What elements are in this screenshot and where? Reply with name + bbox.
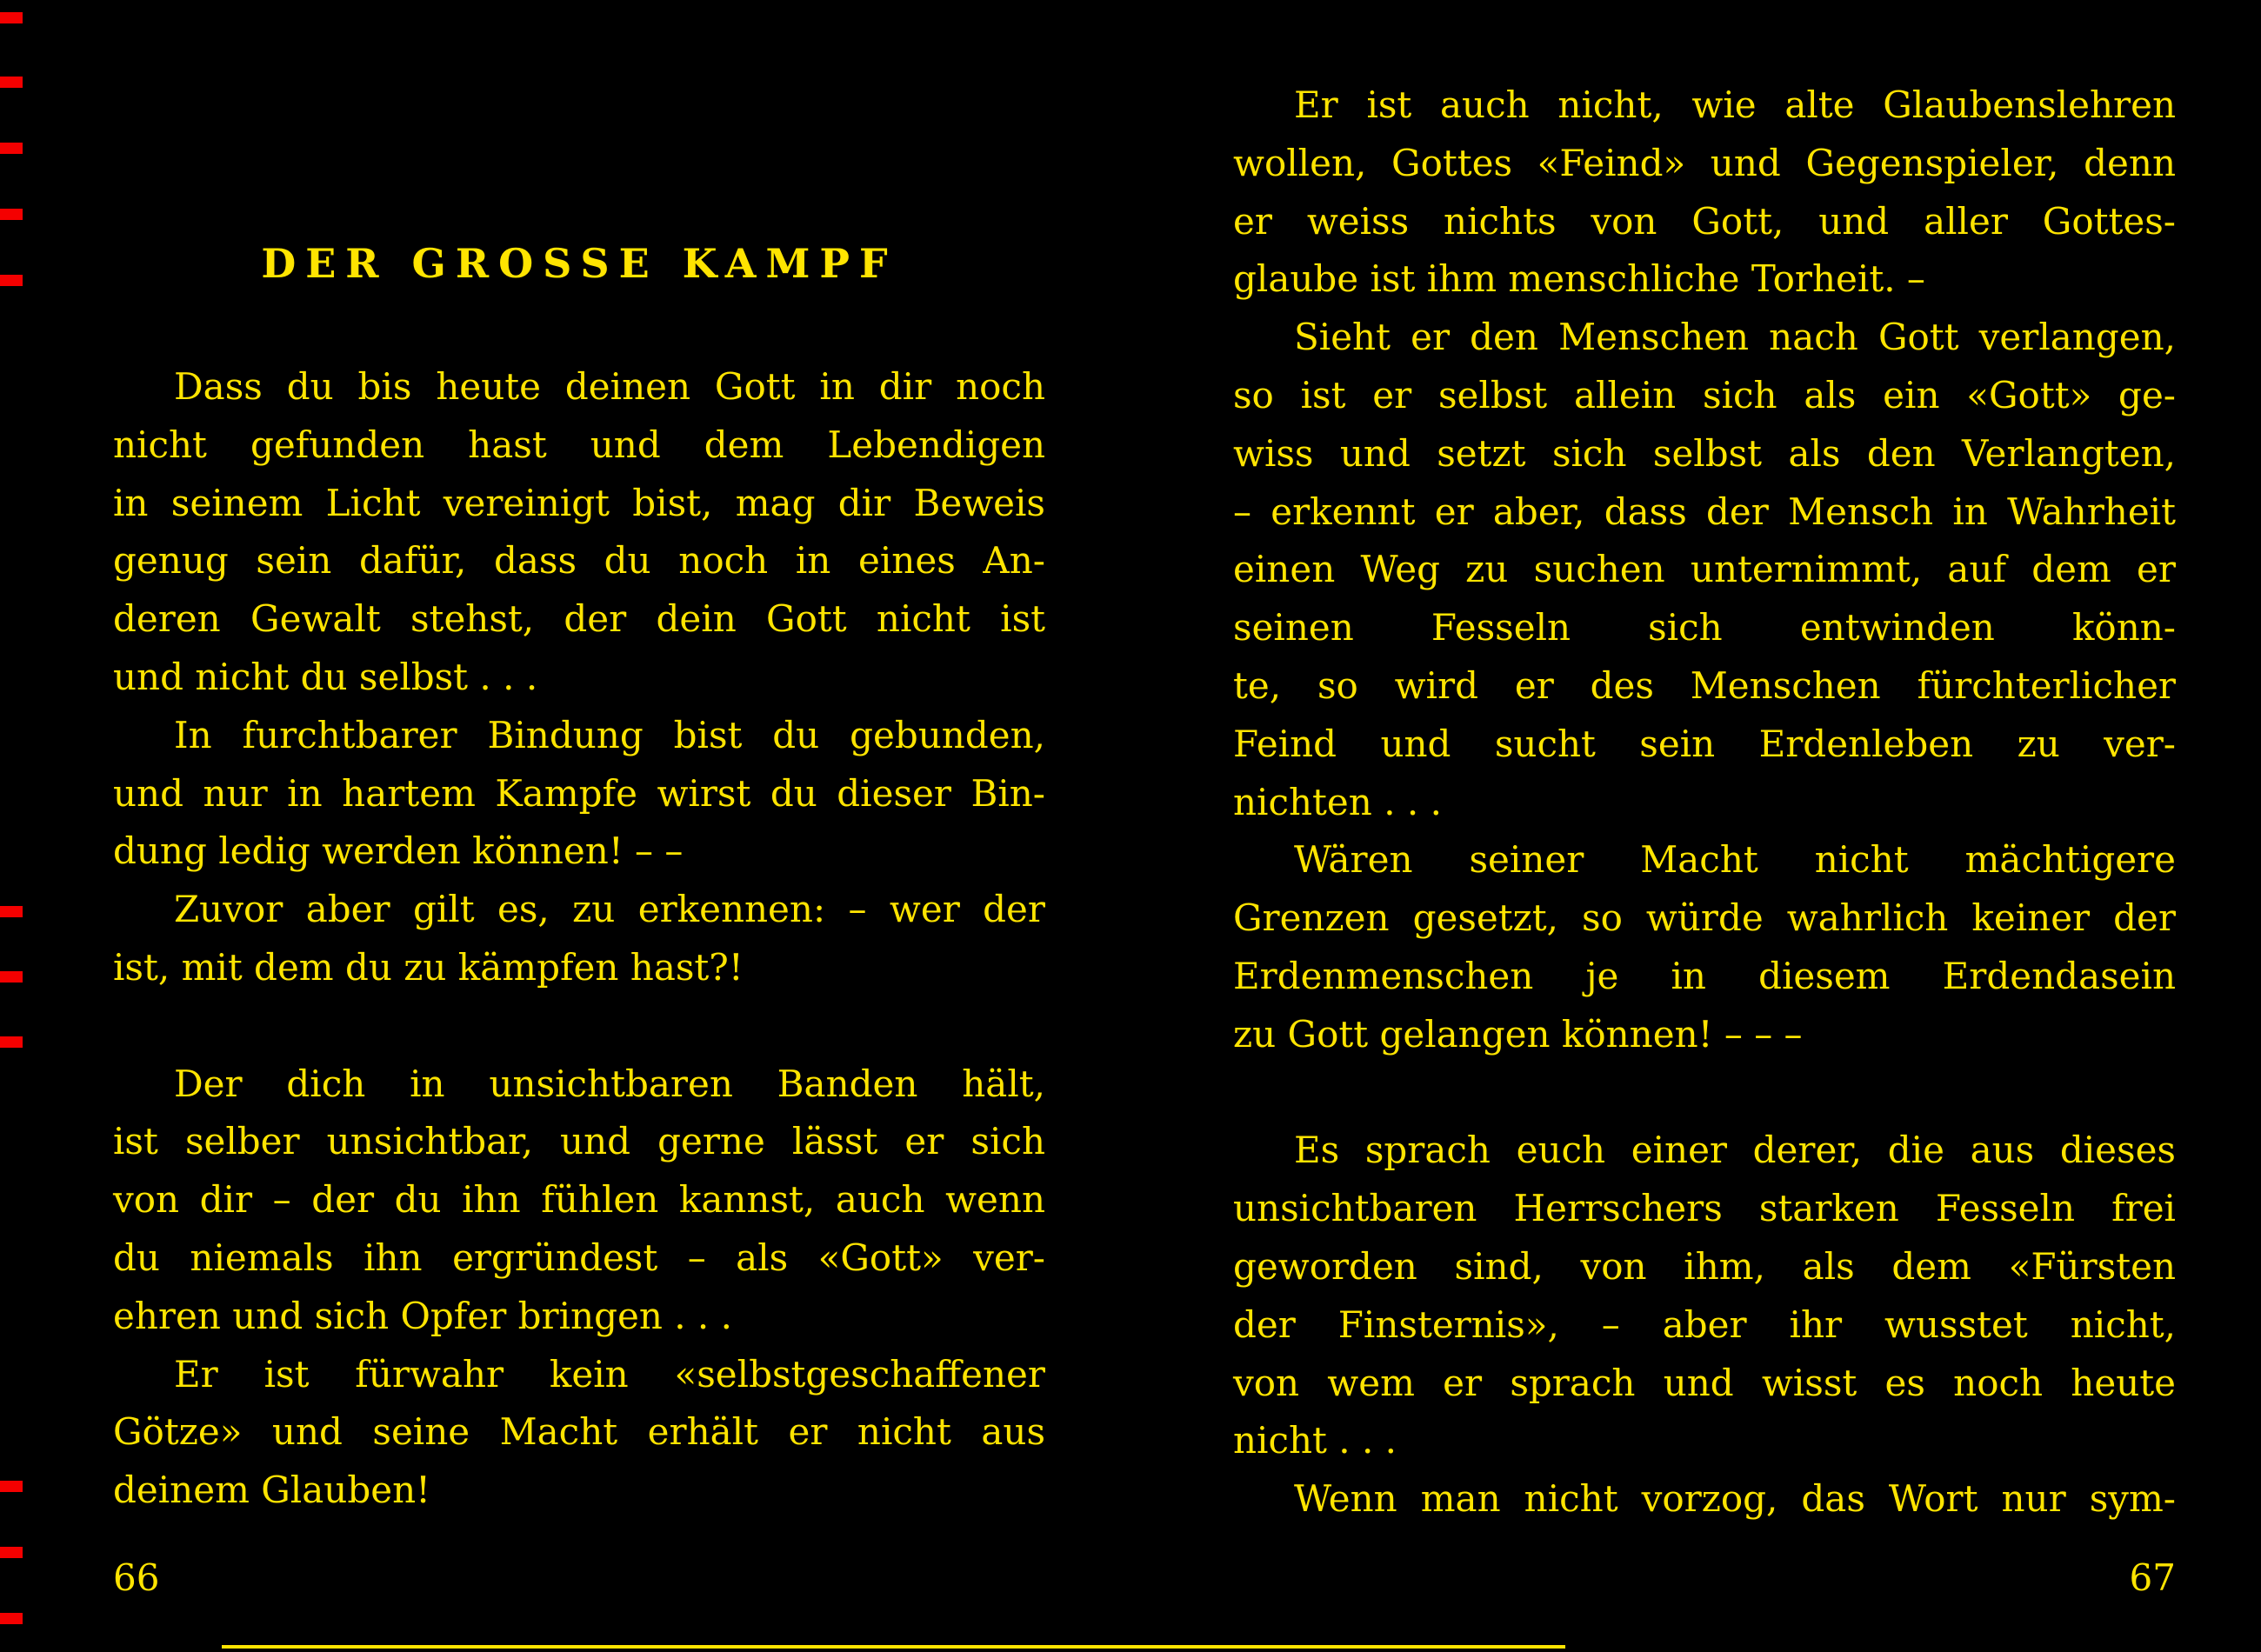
text-line: unsichtbaren Herrschers starken Fesseln frei (1233, 1187, 2176, 1230)
text-line: Götze» und seine Macht erhält er nicht aus (113, 1410, 1045, 1454)
text-line: Sieht er den Menschen nach Gott verlangen, (1294, 316, 2176, 359)
scan-artifact-edge-mark (0, 209, 23, 220)
text-line: Es sprach euch einer derer, die aus dieses (1294, 1129, 2176, 1172)
scan-artifact-bottom-streak (222, 1645, 1565, 1649)
paragraph (1233, 309, 2176, 831)
text-line: – erkennt er aber, dass der Mensch in Wahrheit (1233, 490, 2176, 533)
text-line: von dir – der du ihn fühlen kannst, auch wenn (113, 1178, 1045, 1222)
text-line: wiss und setzt sich selbst als den Verlangten, (1233, 431, 2176, 475)
text-line: Erdenmenschen je in diesem Erdendasein (1233, 954, 2176, 997)
scan-artifact-edge-mark (0, 1613, 23, 1624)
text-line: nicht . . . (1233, 1419, 1397, 1462)
text-line: du niemals ihn ergründest – als «Gott» ver- (113, 1236, 1045, 1279)
paragraph (1233, 831, 2176, 1063)
text-line: wollen, Gottes «Feind» und Gegenspieler, denn (1233, 141, 2176, 184)
scan-artifact-edge-mark (0, 275, 23, 286)
paragraph (113, 881, 1045, 997)
text-line: deren Gewalt stehst, der dein Gott nicht ist (113, 597, 1045, 641)
scan-artifact-edge-mark (0, 906, 23, 917)
text-line: seinen Fesseln sich entwinden könn- (1233, 606, 2176, 649)
text-line: deinem Glauben! (113, 1469, 430, 1512)
right-page-paragraphs (1233, 77, 2176, 1529)
text-line: Feind und sucht sein Erdenleben zu ver- (1233, 722, 2176, 765)
paragraph (1233, 1470, 2176, 1529)
chapter-title: DER GROSSE KAMPF (261, 240, 897, 287)
text-line: er weiss nichts von Gott, und aller Gottes- (1233, 199, 2176, 243)
text-line: In furchtbarer Bindung bist du gebunden, (174, 713, 1045, 756)
scan-artifact-edge-mark (0, 77, 23, 88)
text-line: Er ist fürwahr kein «selbstgeschaffener (174, 1352, 1045, 1396)
paragraph (113, 358, 1045, 707)
text-line: einen Weg zu suchen unternimmt, auf dem er (1233, 548, 2176, 591)
paragraph (113, 707, 1045, 881)
text-line: und nicht du selbst . . . (113, 655, 538, 698)
text-line: und nur in hartem Kampfe wirst du dieser Bin- (113, 771, 1045, 815)
text-line: Grenzen gesetzt, so würde wahrlich keiner der (1233, 896, 2176, 940)
text-line: ist selber unsichtbar, und gerne lässt er sich (113, 1120, 1045, 1163)
text-line: Wären seiner Macht nicht mächtigere (1294, 838, 2176, 882)
text-line: glaube ist ihm menschliche Torheit. – (1233, 257, 1925, 301)
text-line: ist, mit dem du zu kämpfen hast?! (113, 945, 744, 989)
page-number-left: 66 (113, 1556, 160, 1599)
text-line: von wem er sprach und wisst es noch heute (1233, 1361, 2176, 1404)
scan-artifact-edge-mark (0, 143, 23, 154)
paragraph (113, 1056, 1045, 1346)
paragraph (1233, 77, 2176, 309)
paragraph (1233, 1122, 2176, 1470)
paragraph (113, 1346, 1045, 1520)
scan-artifact-edge-mark (0, 1481, 23, 1492)
text-line: nichten . . . (1233, 780, 1442, 823)
text-line: Zuvor aber gilt es, zu erkennen: – wer der (174, 888, 1045, 931)
scan-artifact-edge-mark (0, 1036, 23, 1048)
page-number-right: 67 (2129, 1556, 2176, 1599)
text-line: genug sein dafür, dass du noch in eines An- (113, 539, 1045, 583)
scan-artifact-edge-mark (0, 1547, 23, 1558)
text-line: te, so wird er des Menschen fürchterlicher (1233, 663, 2176, 707)
text-line: Er ist auch nicht, wie alte Glaubenslehren (1294, 83, 2176, 126)
text-line: der Finsternis», – aber ihr wusstet nicht, (1233, 1302, 2176, 1346)
text-line: geworden sind, von ihm, als dem «Fürsten (1233, 1244, 2176, 1288)
text-line: so ist er selbst allein sich als ein «Gott» ge- (1233, 373, 2176, 416)
left-page-paragraphs (113, 358, 1045, 1520)
text-line: zu Gott gelangen können! – – – (1233, 1012, 1803, 1056)
text-line: dung ledig werden können! – – (113, 829, 684, 873)
text-line: Wenn man nicht vorzog, das Wort nur sym- (1294, 1477, 2176, 1521)
text-line: ehren und sich Opfer bringen . . . (113, 1294, 732, 1337)
scan-artifact-edge-mark (0, 12, 23, 23)
text-line: Der dich in unsichtbaren Banden hält, (174, 1062, 1045, 1105)
scan-artifact-edge-mark (0, 971, 23, 983)
text-line: Dass du bis heute deinen Gott in dir noch (174, 365, 1045, 408)
text-line: nicht gefunden hast und dem Lebendigen (113, 423, 1045, 466)
text-line: in seinem Licht vereinigt bist, mag dir Beweis (113, 481, 1045, 524)
